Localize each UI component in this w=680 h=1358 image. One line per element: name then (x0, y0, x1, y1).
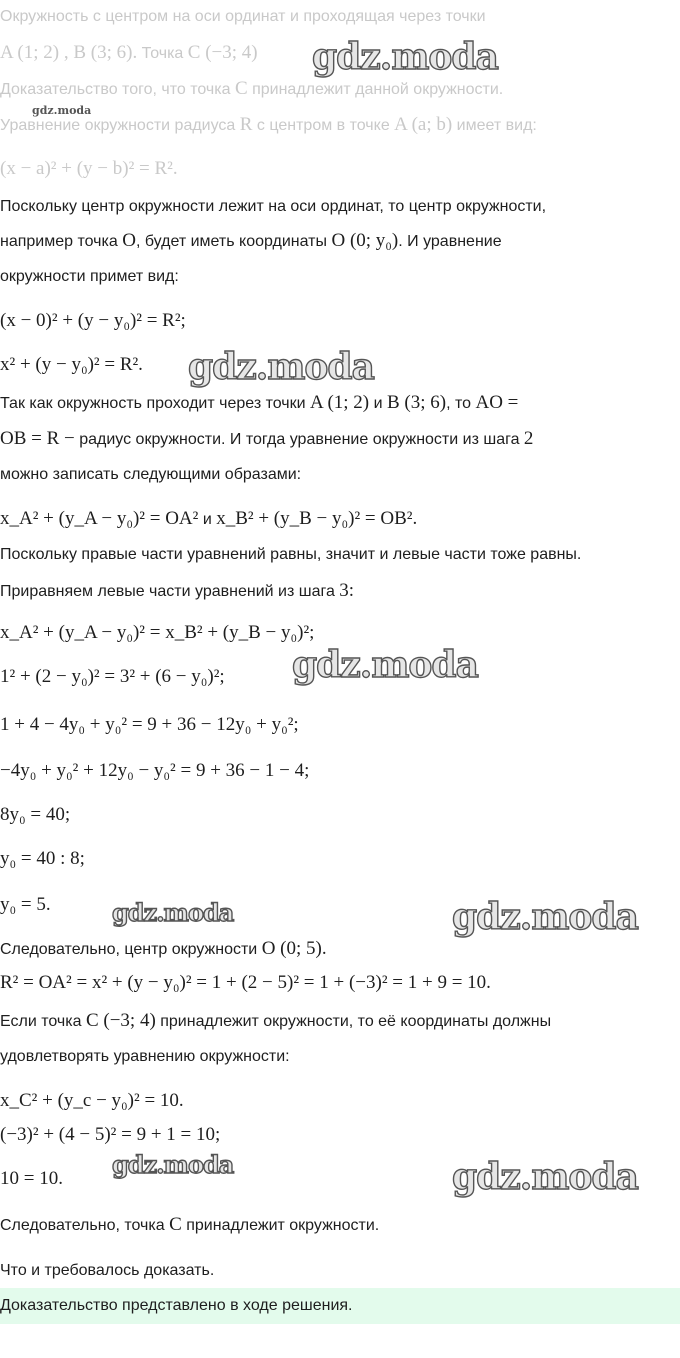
solution-line (0, 938, 327, 961)
task-line-4 (0, 114, 537, 137)
text: Следовательно, точка (0, 1217, 165, 1234)
task-math: A (a; b) (394, 114, 453, 135)
task-point-c: C (−3; 4) (187, 42, 258, 63)
solution-line: удовлетворять уравнению окружности: (0, 1048, 290, 1065)
math: B (3; 6) (386, 392, 447, 413)
equation: 8y₀ = 40; (0, 804, 71, 825)
watermark-logo: gdz.moda (452, 896, 638, 938)
task-text: принадлежит данной окружности. (252, 81, 504, 98)
math: x_A² + (y_A − y₀)² = OA² (0, 508, 199, 529)
watermark-logo: gdz.moda (292, 644, 478, 686)
math: AO = (475, 392, 519, 413)
text: , будет иметь координаты (135, 233, 328, 250)
math: 3: (339, 580, 355, 601)
task-text: с центром в точке (256, 117, 390, 134)
task-text: Окружность с центром на оси ординат и проходящая через точки (0, 8, 486, 25)
task-line-2 (0, 42, 258, 65)
equation: y₀ = 5. (0, 894, 51, 915)
math: O (122, 230, 136, 251)
text: и (373, 395, 383, 412)
equation (0, 508, 417, 531)
task-text: Уравнение окружности радиуса (0, 117, 236, 134)
solution-line (0, 580, 354, 603)
math: O (0; y₀) (331, 230, 399, 251)
task-line-1 (0, 6, 486, 28)
watermark-logo: gdz.moda (452, 1156, 638, 1198)
task-text: Точка (141, 45, 184, 62)
task-text: Доказательство того, что точка (0, 81, 231, 98)
solution-line: можно записать следующими образами: (0, 466, 302, 483)
solution-line: Поскольку центр окружности лежит на оси ординат, то центр окружности, (0, 198, 547, 215)
task-math: R (239, 114, 253, 135)
text: принадлежит окружности. (186, 1217, 380, 1234)
equation: x² + (y − y₀)² = R². (0, 354, 143, 375)
answer-box (0, 1288, 680, 1324)
math: 2 (523, 428, 534, 449)
equation: R² = OA² = x² + (y − y₀)² = 1 + (2 − 5)² = 1 + (−3)² = 1 + 9 = 10. (0, 972, 491, 993)
text: Если точка (0, 1013, 82, 1030)
math: C (−3; 4) (85, 1010, 156, 1031)
answer-text: Доказательство представлено в ходе решения. (0, 1297, 353, 1314)
task-line-3 (0, 78, 503, 101)
task-points: A (1; 2) , B (3; 6). (0, 42, 138, 63)
equation: y₀ = 40 : 8; (0, 848, 85, 869)
task-equation: (x − a)² + (y − b)² = R². (0, 158, 178, 179)
text: и (202, 511, 212, 528)
watermark-logo: gdz.moda (112, 898, 234, 927)
solution-line (0, 230, 502, 253)
text: Следовательно, центр окружности (0, 941, 258, 958)
text: радиус окружности. И тогда уравнение окружности из шага (79, 431, 520, 448)
watermark-logo: gdz.moda (188, 346, 374, 388)
math: A (1; 2) (310, 392, 370, 413)
text: . И уравнение (398, 233, 502, 250)
solution-line (0, 1214, 379, 1237)
equation: x_A² + (y_A − y₀)² = x_B² + (y_B − y₀)²; (0, 622, 315, 643)
watermark-logo: gdz.moda (312, 36, 498, 78)
watermark-logo: gdz.moda (32, 104, 92, 117)
text: принадлежит окружности, то её координаты должны (160, 1013, 552, 1030)
text: Приравняем левые части уравнений из шага (0, 583, 335, 600)
equation: (x − 0)² + (y − y₀)² = R²; (0, 310, 186, 331)
equation: −4y₀ + y₀² + 12y₀ − y₀² = 9 + 36 − 1 − 4; (0, 760, 310, 781)
solution-line: окружности примет вид: (0, 268, 179, 285)
equation: 1 + 4 − 4y₀ + y₀² = 9 + 36 − 12y₀ + y₀²; (0, 714, 299, 735)
solution-line (0, 428, 533, 451)
math: OB = R − (0, 428, 75, 449)
task-math: C (234, 78, 248, 99)
text: Так как окружность проходит через точки (0, 395, 306, 412)
math: C (169, 1214, 182, 1235)
math: O (0; 5). (261, 938, 327, 959)
solution-line: Что и требовалось доказать. (0, 1262, 215, 1279)
equation: x_C² + (y_c − y₀)² = 10. (0, 1090, 184, 1111)
solution-line (0, 392, 518, 415)
text: , то (446, 395, 472, 412)
text: например точка (0, 233, 118, 250)
solution-line: Поскольку правые части уравнений равны, значит и левые части тоже равны. (0, 546, 582, 563)
equation: 1² + (2 − y₀)² = 3² + (6 − y₀)²; (0, 666, 225, 687)
equation: 10 = 10. (0, 1168, 63, 1189)
math: x_B² + (y_B − y₀)² = OB². (216, 508, 418, 529)
equation: (−3)² + (4 − 5)² = 9 + 1 = 10; (0, 1124, 221, 1145)
solution-line (0, 1010, 551, 1033)
watermark-logo: gdz.moda (112, 1150, 234, 1179)
task-text: имеет вид: (456, 117, 537, 134)
